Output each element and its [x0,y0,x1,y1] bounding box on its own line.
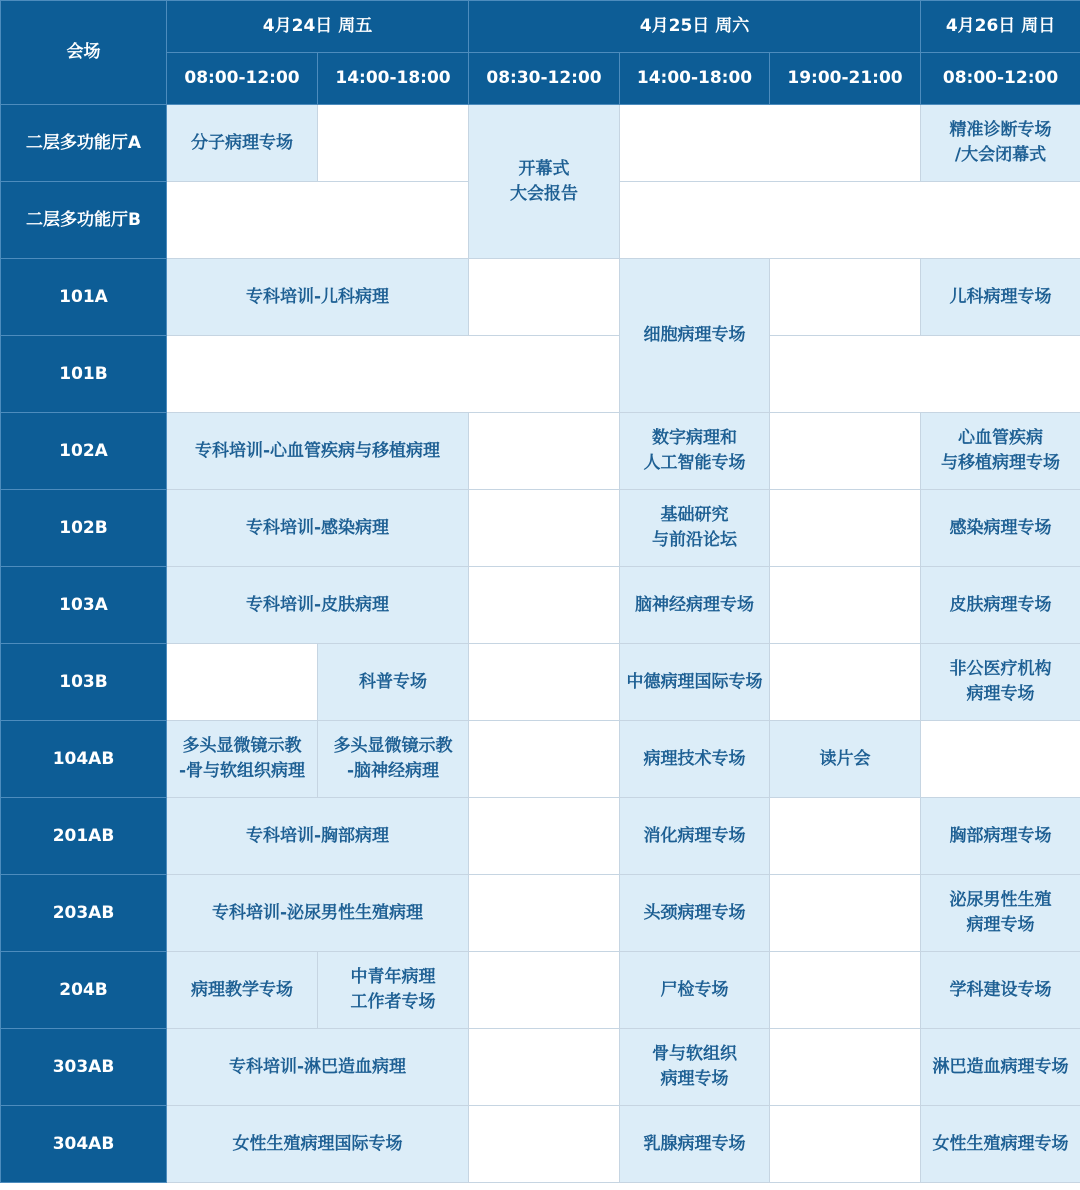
empty-cell [469,644,620,721]
empty-cell [770,413,921,490]
session-cell: 专科培训-儿科病理 [167,259,469,336]
venue-name: 304AB [1,1106,167,1183]
session-cell: 乳腺病理专场 [620,1106,770,1183]
session-cell: 多头显微镜示教 -骨与软组织病理 [167,721,318,798]
empty-cell [318,105,469,182]
session-cell: 科普专场 [318,644,469,721]
venue-name: 二层多功能厅B [1,182,167,259]
session-cell: 尸检专场 [620,952,770,1029]
session-cell: 学科建设专场 [921,952,1080,1029]
venue-name: 303AB [1,1029,167,1106]
empty-cell [770,875,921,952]
venue-row [1,567,1080,644]
session-cell: 细胞病理专场 [620,259,770,413]
venue-row [1,490,1080,567]
session-cell: 儿科病理专场 [921,259,1080,336]
empty-cell [167,336,620,413]
time-slot-header: 08:00-12:00 [167,53,318,105]
venue-name: 103B [1,644,167,721]
empty-cell [770,644,921,721]
venue-name: 204B [1,952,167,1029]
empty-cell [770,490,921,567]
venue-column-header: 会场 [1,1,167,105]
session-cell: 基础研究 与前沿论坛 [620,490,770,567]
session-cell: 女性生殖病理国际专场 [167,1106,469,1183]
venue-name: 102A [1,413,167,490]
empty-cell [770,798,921,875]
empty-cell [770,1029,921,1106]
session-cell: 脑神经病理专场 [620,567,770,644]
venue-row [1,644,1080,721]
session-cell: 分子病理专场 [167,105,318,182]
empty-cell [770,336,1080,413]
empty-cell [469,875,620,952]
session-cell: 皮肤病理专场 [921,567,1080,644]
empty-cell [469,490,620,567]
session-cell: 头颈病理专场 [620,875,770,952]
session-cell: 心血管疾病 与移植病理专场 [921,413,1080,490]
empty-cell [469,567,620,644]
venue-row [1,336,1080,413]
venue-row [1,105,1080,182]
empty-cell [469,259,620,336]
venue-name: 103A [1,567,167,644]
session-cell: 数字病理和 人工智能专场 [620,413,770,490]
empty-cell [469,721,620,798]
date-header-apr25: 4月25日 周六 [469,1,921,53]
time-slot-header: 08:00-12:00 [921,53,1080,105]
venue-row [1,1106,1080,1183]
date-header-row [1,1,1080,53]
empty-cell [167,644,318,721]
session-cell: 专科培训-泌尿男性生殖病理 [167,875,469,952]
venue-row [1,1029,1080,1106]
empty-cell [921,721,1080,798]
empty-cell [620,182,1080,259]
session-cell: 中德病理国际专场 [620,644,770,721]
session-cell: 开幕式 大会报告 [469,105,620,259]
session-cell: 病理技术专场 [620,721,770,798]
empty-cell [469,1029,620,1106]
session-cell: 感染病理专场 [921,490,1080,567]
venue-row [1,259,1080,336]
empty-cell [167,182,469,259]
venue-name: 101B [1,336,167,413]
session-cell: 病理教学专场 [167,952,318,1029]
session-cell: 读片会 [770,721,921,798]
empty-cell [469,1106,620,1183]
venue-name: 102B [1,490,167,567]
venue-row [1,875,1080,952]
date-header-apr24: 4月24日 周五 [167,1,469,53]
date-header-apr26: 4月26日 周日 [921,1,1080,53]
session-cell: 骨与软组织 病理专场 [620,1029,770,1106]
empty-cell [469,413,620,490]
session-cell: 非公医疗机构 病理专场 [921,644,1080,721]
session-cell: 专科培训-皮肤病理 [167,567,469,644]
venue-row [1,413,1080,490]
venue-name: 203AB [1,875,167,952]
time-slot-header: 19:00-21:00 [770,53,921,105]
time-slot-header: 14:00-18:00 [318,53,469,105]
session-cell: 淋巴造血病理专场 [921,1029,1080,1106]
session-cell: 消化病理专场 [620,798,770,875]
venue-name: 201AB [1,798,167,875]
venue-row [1,952,1080,1029]
session-cell: 女性生殖病理专场 [921,1106,1080,1183]
empty-cell [469,798,620,875]
empty-cell [620,105,921,182]
session-cell: 专科培训-淋巴造血病理 [167,1029,469,1106]
session-cell: 专科培训-感染病理 [167,490,469,567]
empty-cell [770,952,921,1029]
schedule-header [1,1,1080,105]
time-slot-header: 08:30-12:00 [469,53,620,105]
session-cell: 精准诊断专场 /大会闭幕式 [921,105,1080,182]
empty-cell [770,567,921,644]
venue-name: 104AB [1,721,167,798]
empty-cell [770,259,921,336]
session-cell: 多头显微镜示教 -脑神经病理 [318,721,469,798]
session-cell: 泌尿男性生殖 病理专场 [921,875,1080,952]
empty-cell [469,952,620,1029]
session-cell: 专科培训-心血管疾病与移植病理 [167,413,469,490]
schedule-body [1,105,1080,1183]
venue-row [1,798,1080,875]
time-slot-header: 14:00-18:00 [620,53,770,105]
venue-row [1,721,1080,798]
empty-cell [770,1106,921,1183]
session-cell: 专科培训-胸部病理 [167,798,469,875]
venue-name: 101A [1,259,167,336]
venue-name: 二层多功能厅A [1,105,167,182]
session-cell: 胸部病理专场 [921,798,1080,875]
session-cell: 中青年病理 工作者专场 [318,952,469,1029]
